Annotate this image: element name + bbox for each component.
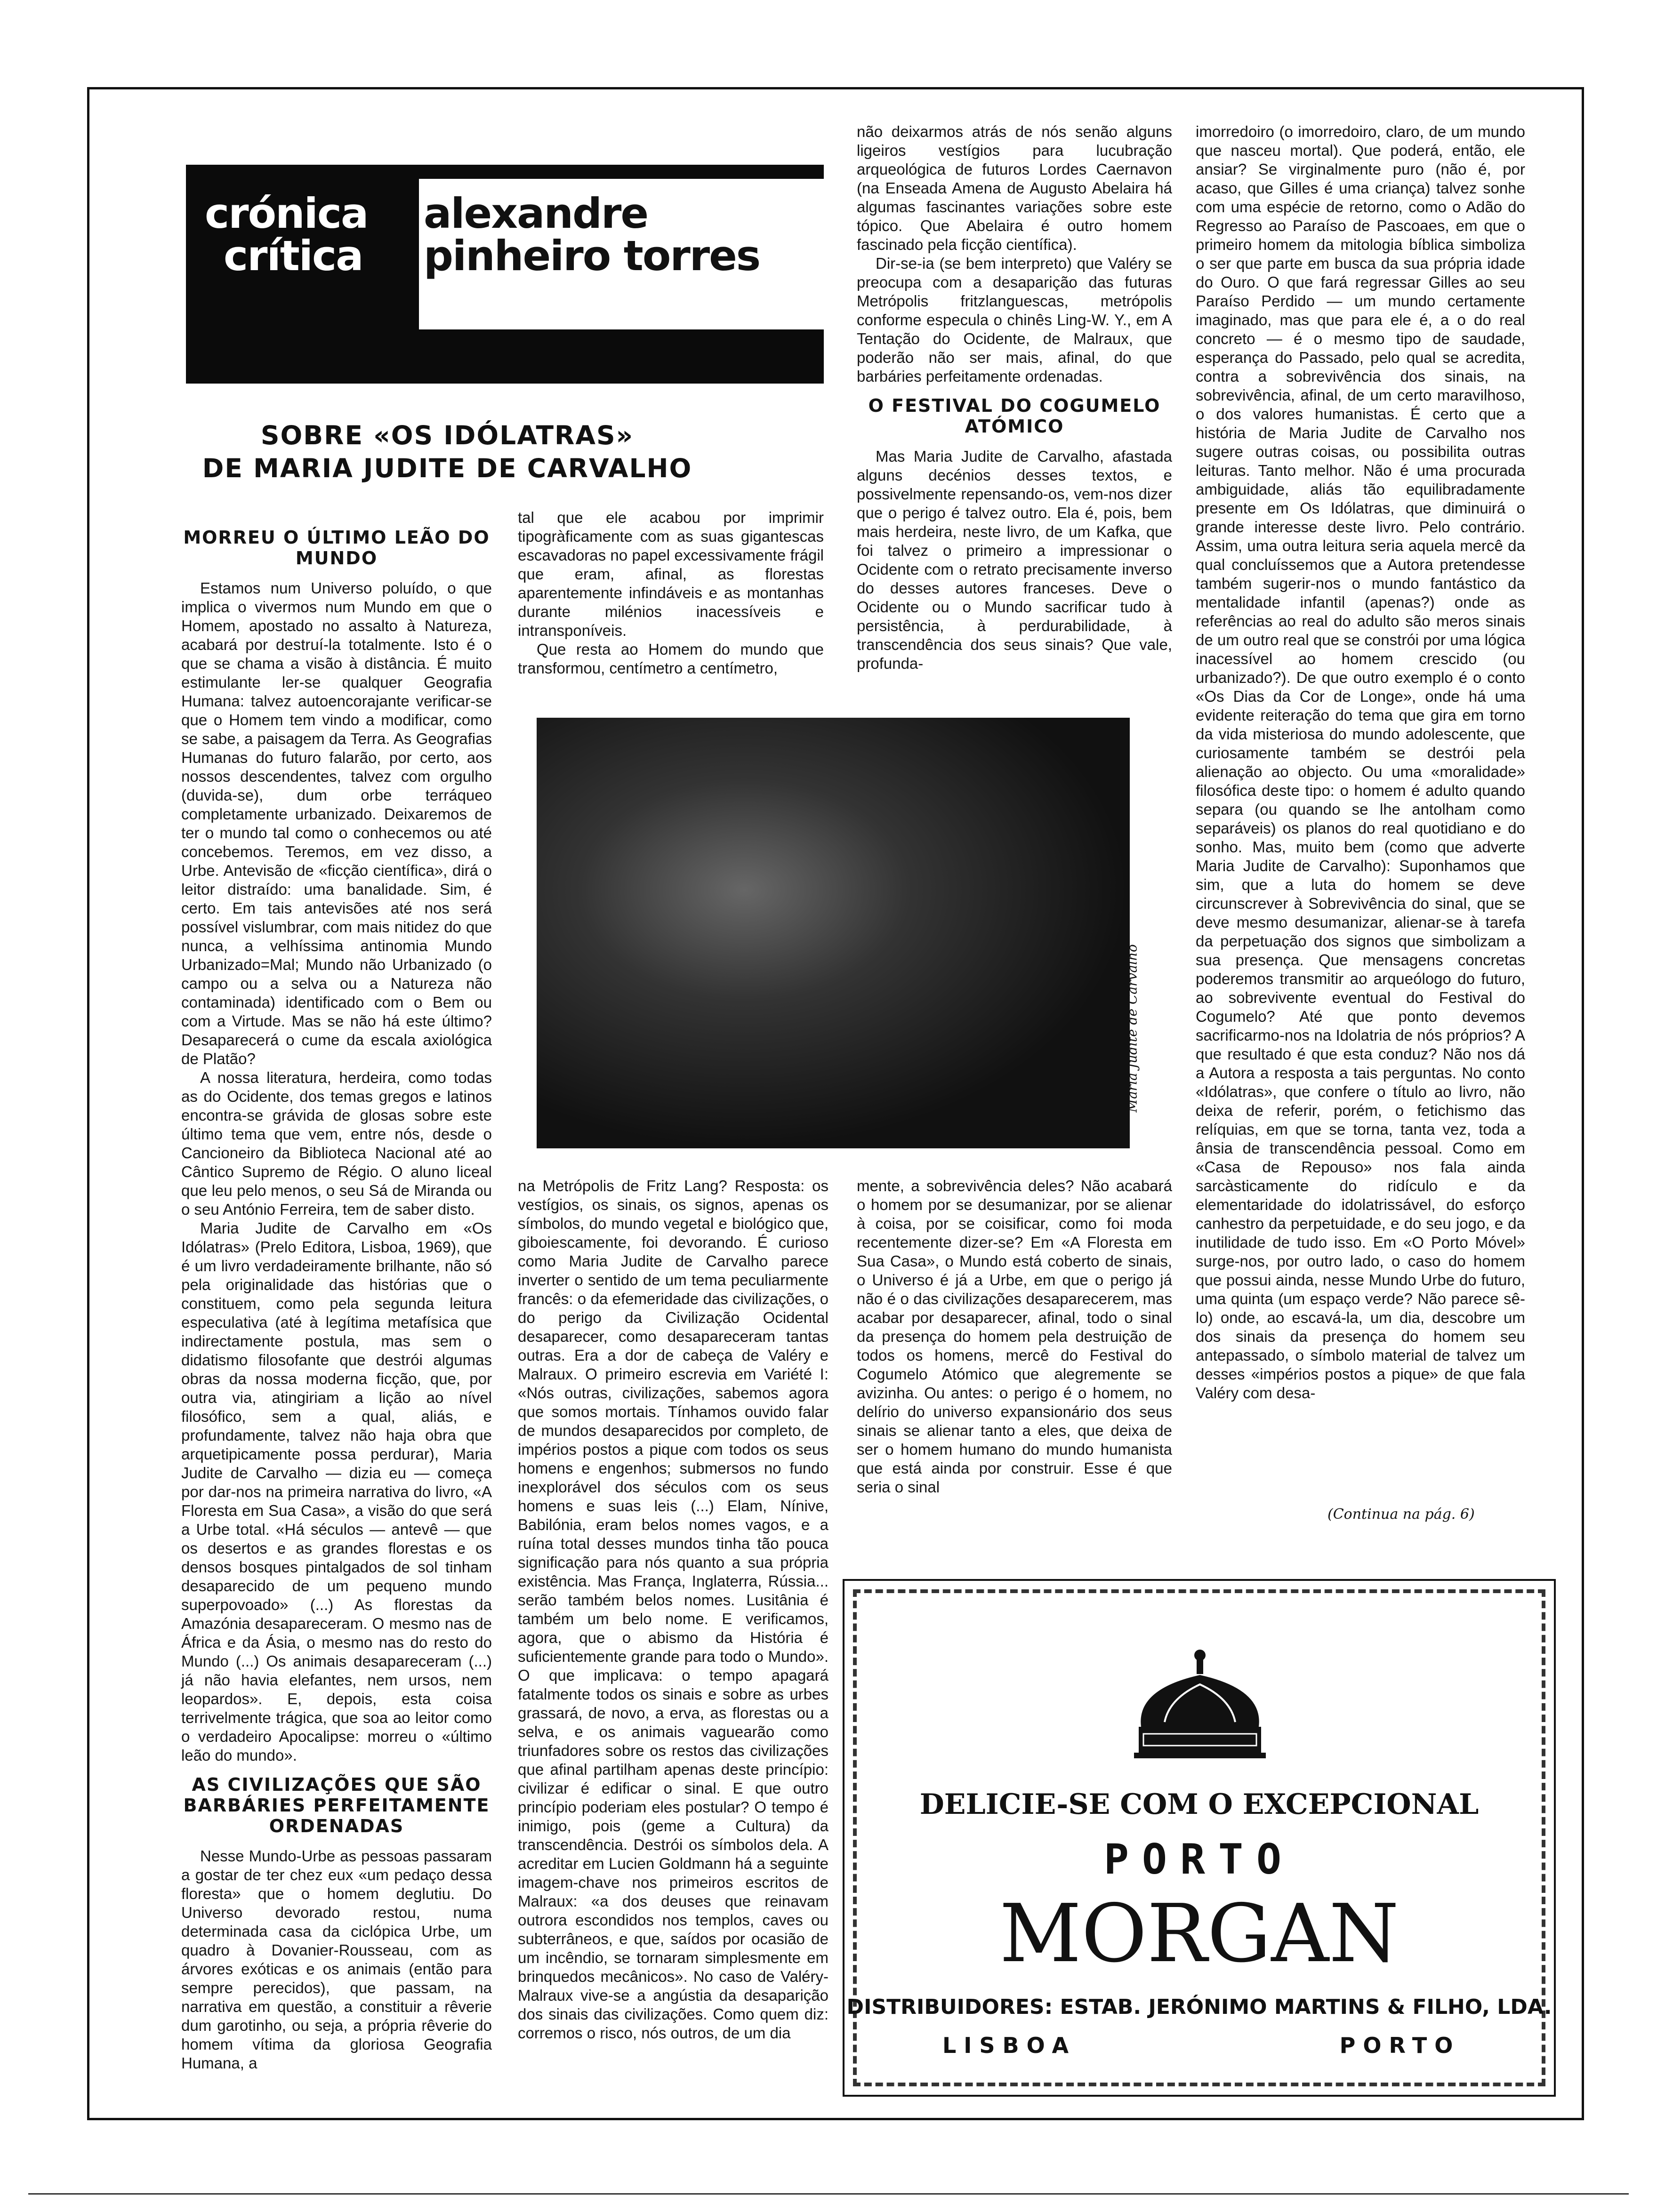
ad-porto: PORTO (1104, 1835, 1295, 1883)
article-title-line2: DE MARIA JUDITE DE CARVALHO (202, 453, 692, 483)
ad-city-lisboa: LISBOA (942, 2033, 1077, 2058)
column-4 (1196, 122, 1525, 1506)
paragraph: Que resta ao Homem do mundo que transformou, centímetro a centímetro, (518, 641, 824, 677)
ad-brand-morgan: MORGAN (999, 1887, 1399, 1980)
crown-icon (1127, 1647, 1273, 1769)
paragraph: Maria Judite de Carvalho em «Os Idólatras» (Prelo Editora, Lisboa, 1969), que é um livro verdadeiramente brilhante, não só pela originalidade das histórias que o constituem, como pela segunda leitura especulativa (até à legítima metafísica que indirectamente postula, mas sem o didatismo filosofante que destrói algumas obras da nossa moderna ficção, que, por outra via, atingiriam a lição ao nível filosófico, sem a qual, aliás, e profundamente, talvez não haja obra que arquetipicamente possa perdurar), Maria Judite de Carvalho — dizia eu — começa por dar-nos na primeira narrativa do livro, «A Floresta em Sua Casa», a visão do que será a Urbe total. «Há séculos — antevê — que os desertos e as grandes florestas e os densos bosques pintalgados de sol tinham desaparecido de um pequeno mundo superpovoado» (...) As florestas da Amazónia desapareceram. O mesmo nas de África e da Ásia, o mesmo nas do resto do Mundo (...) Os animais desapareceram (...) já não havia elefantes, nem ursos, nem leopardos». E, depois, esta coisa terrivelmente trágica, que soa ao leitor como o verdadeiro Apocalipse: morreu o «último leão do mundo». (181, 1219, 492, 1764)
article-title (155, 419, 739, 485)
section-word-cronica: crónica (205, 189, 368, 238)
column-header-block (186, 165, 824, 384)
paragraph: mente, a sobrevivência deles? Não acabará o homem por se desumanizar, por se alienar à coisa, por se coisificar, como foi moda recentemente dizer-se? Em «A Floresta em Sua Casa», o Mundo está coberto de sinais, o Universo é já a Urbe, em que o perigo já não é o das civilizações desaparecerem, mas acabar por desaparecer, afinal, todo o sinal da presença do homem pela destruição de todos os homens, mercê do Festival do Cogumelo Atómico que alegremente se avizinha. Ou antes: o perigo é o homem, no delírio do universo expansionário dos seus sinais se alienar tanto a eles, que deixa de ser o homem humano do mundo humanista que está ainda por construir. Esse é que seria o sinal (857, 1177, 1172, 1496)
column-3-top (857, 122, 1172, 687)
bottom-rule (28, 2193, 1629, 2195)
ad-city-porto: PORTO (1339, 2033, 1461, 2058)
ad-distributors: DISTRIBUIDORES: ESTAB. JERÓNIMO MARTINS & FILHO, LDA. (846, 1995, 1552, 2019)
section-word-critica: crítica (224, 232, 363, 280)
subheading-civilizacoes: AS CIVILIZAÇÕES QUE SÃO BARBÁRIES PERFEITAMENTE ORDENADAS (183, 1774, 490, 1836)
photo-caption: Maria Judite de Carvalho (1124, 944, 1140, 1113)
continued-note: (Continua na pág. 6) (1327, 1506, 1475, 1523)
paragraph: Dir-se-ia (se bem interpreto) que Valéry se preocupa com a desaparição das futuras Metrópolis fritzlanguescas, metrópolis conforme especula o chinês Ling-W. Y., em A Tentação do Ocidente, de Malraux, que poderão não ser mais, afinal, do que barbáries perfeitamente ordenadas. (857, 255, 1172, 385)
paragraph: imorredoiro (o imorredoiro, claro, de um mundo que nasceu mortal). Que poderá, então, ele ansiar? Se virginalmente puro (não é, por acaso, que Gilles é uma criança) talvez sonhe com uma espécie de retorno, como o Adão do Regresso ao Paraíso de Pascoaes, em que o primeiro homem da mitologia bíblica simboliza o ser que parte em busca da sua própria idade do Ouro. O que fará regressar Gilles ao seu Paraíso Perdido — um mundo certamente imaginado, mas que para ele é, a o do real concreto — é o mesmo tipo de saudade, esperança do Passado, pelo qual se acredita, contra a sobrevivência dos sinais, na sobrevivência, afinal, de um certo maravilhoso, o dos valores humanistas. É certo que a história de Maria Judite de Carvalho nos sugere outras coisas, ou possibilita outras leituras. Tanto melhor. Não é uma procurada ambiguidade, aliás tão equilibradamente presente em Os Idólatras, que diminuirá o grande interesse deste livro. Pelo contrário. Assim, uma outra leitura seria aquela mercê da qual concluíssemos que a Autora pretendesse também sugerir-nos o mundo fantástico da mentalidade infantil (apenas?) onde as referências ao real do adulto são meros sinais de um outro real que se constrói por uma lógica inacessível ao homem crescido (ou urbanizado?). De que outro exemplo é o conto «Os Dias da Cor de Longe», onde há uma evidente reiteração do tema que gira em torno da vida misteriosa do mundo adolescente, que curiosamente também se destrói pela alienação ao objecto. Ou uma «moralidade» filosófica deste tipo: o homem é adulto quando separa (ou quando se lhe antolham como separáveis) os planos do real quotidiano e do sonho. Mas, muito bem (como que adverte Maria Judite de Carvalho): Suponhamos que sim, que a luta do homem se deve circunscrever à Sobrevivência do sinal, que se deve mesmo desumanizar, alienar-se à tarefa da perpetuação dos signos que simbolizam a sua presença. Que mensagens concretas poderemos transmitir ao arqueólogo do futuro, ao sobrevivente eventual do Festival do Cogumelo? Até que ponto devemos sacrificarmo-nos na Idolatria de nós próprios? A que resultado é que esta conduz? Não nos dá a Autora a resposta a tais perguntas. No conto «Idólatras», que confere o título ao livro, não deixa de referir, porém, o fetichismo das relíquias, em que se torna, tanta vez, toda a ânsia de transcendência pessoal. Como em «Casa de Repouso» nos fala ainda sarcàsticamente do ridículo e da elementaridade do idolatrissável, do esforço canhestro da perpetuidade, e do seu jogo, e da inutilidade de tudo isso. Em «O Porto Móvel» surge-nos, por outro lado, o caso do homem que possui ainda, nesse Mundo Urbe do futuro, uma quinta (um espaço verde? Não parece sê-lo) onde, ao escavá-la, um dia, descobre um dos sinais da presença do homem seu antepassado, o símbolo material de talvez um desses «impérios postos a pique» de que fala Valéry com desa- (1196, 123, 1525, 1402)
paragraph: Nesse Mundo-Urbe as pessoas passaram a gostar de ter chez eux «um pedaço dessa floresta» que o homem deglutiu. Do Universo devorado restou, numa determinada casa da ciclópica Urbe, um quadro à Dovanier-Rousseau, com as árvores exóticas e os animais (então para sempre perecidos), que passam, na narrativa em questão, a constituir a rêverie dum garotinho, ou seja, a própria rêverie do homem vítima da gloriosa Geografia Humana, a (181, 1847, 492, 2072)
porto-morgan-ad (843, 1579, 1556, 2097)
column-2-top (518, 508, 824, 687)
paragraph: não deixarmos atrás de nós senão alguns ligeiros vestígios para lucubração arqueológica de futuros Lordes Caernavon (na Enseada Amena de Augusto Abelaira há algumas fascinantes variações sobre este tópico. Que Abelaira é outro homem fascinado pela ficção científica). (857, 123, 1172, 253)
paragraph: A nossa literatura, herdeira, como todas as do Ocidente, dos temas gregos e latinos encontra-se grávida de glosas sobre este último tema que vem, entre nós, desde o Cancioneiro da Biblioteca Nacional até ao Cântico Supremo de Régio. O aluno liceal que leu pelo menos, o seu Sá de Miranda ou o seu António Ferreira, tem de saber disto. (181, 1069, 492, 1218)
ad-tagline: DELICIE-SE COM O EXCEPCIONAL (919, 1788, 1479, 1821)
column-2-bottom (518, 1177, 828, 2094)
paragraph: Mas Maria Judite de Carvalho, afastada alguns decénios desses textos, e possivelmente repensando-os, vem-nos dizer que o perigo é talvez outro. Ela é, pois, bem mais herdeira, neste livro, de um Kafka, que foi talvez o primeiro a impressionar o Ocidente com o retrato precisamente inverso do desses autores franceses. Deve o Ocidente ou o Mundo sacrificar tudo à persistência, à perdurabilidade, à transcendência dos seus sinais? Que vale, profunda- (857, 448, 1172, 672)
paragraph: na Metrópolis de Fritz Lang? Resposta: os vestígios, os sinais, os signos, apenas os símbolos, do mundo vegetal e biológico que, giboiescamente, foi devorando. É curioso como Maria Judite de Carvalho parece inverter o sentido de um tema peculiarmente francês: o da efemeridade das civilizações, o do perigo da Civilização Ocidental desaparecer, como desapareceram tantas outras. Era a dor de cabeça de Valéry e Malraux. O primeiro escrevia em Variété I: «Nós outras, civilizações, sabemos agora que somos mortais. Tínhamos ouvido falar de mundos desaparecidos por completo, de impérios postos a pique com todos os seus homens e engenhos; submersos no fundo inexplorável dos séculos com os seus homens e suas leis (...) Elam, Nínive, Babilónia, eram belos nomes vagos, e a ruína total desses mundos tinha tão pouca significação para nós quanto a sua própria existência. Mas França, Inglaterra, Rússia... serão também belos nomes. Lusitânia é também um belo nome. E verificamos, agora, que o abismo da História é suficientemente grande para todo o Mundo». O que implicava: o tempo apagará fatalmente todos os sinais e sobre as urbes grassará, de novo, a erva, as florestas ou a selva, e os animais vaguearão como triunfadores sobre os restos das civilizações que afinal partilham apenas deste princípio: civilizar é edificar o sinal. E que outro princípio poderiam eles postular? O tempo é inimigo, pois (geme a Cultura) da transcendência. Destrói os símbolos dela. A acreditar em Lucien Goldmann há a seguinte imagem-chave nos primeiros escritos de Malraux: «a dos deuses que reinavam outrora escondidos nos templos, caves ou subterrâneos, e que, saídos por ocasião de um incêndio, se tornaram simplesmente em brinquedos mecânicos». No caso de Valéry-Malraux vive-se a angústia da desaparição dos sinais das civilizações. Como quem diz: corremos o risco, nós outros, de um dia (518, 1177, 828, 2042)
subheading-festival: O FESTIVAL DO COGUMELO ATÓMICO (868, 395, 1161, 437)
article-title-line1: SOBRE «OS IDÓLATRAS» (260, 420, 634, 450)
paragraph: tal que ele acabou por imprimir tipogràficamente com as suas gigantescas escavadoras no papel excessivamente frágil que eram, afinal, as florestas aparentemente infindáveis e as montanhas durante milénios inacessíveis e intransponíveis. (518, 509, 824, 639)
author-first-name: alexandre (424, 189, 648, 238)
paragraph: Estamos num Universo poluído, o que implica o vivermos num Mundo em que o Homem, apostado no assalto à Natureza, acabará por destruí-la totalmente. Isto é o que se chama a visão à distância. É muito estimulante ler-se qualquer Geografia Humana: talvez autoencorajante verificar-se que o Homem tem vindo a modificar, como se sabe, a paisagem da Terra. As Geografias Humanas do futuro falarão, por certo, aos nossos descendentes, talvez com orgulho (duvida-se), dum orbe terráqueo completamente urbanizado. Deixaremos de ter o mundo tal como o conhecemos ou até concebemos. Teremos, em vez disso, a Urbe. Antevisão de «ficção científica», dirá o leitor distraído: uma banalidade. Sim, é certo. Em tais antevisões até nos será possível vislumbrar, com mais nitidez do que nunca, a velhíssima antinomia Mundo Urbanizado=Mal; Mundo não Urbanizado (o campo ou a selva ou a Natureza não contaminada) identificado com o Bem ou com a Virtude. Mas se não há este último? Desaparecerá o cume da escala axiológica de Platão? (181, 579, 492, 1067)
author-last-name: pinheiro torres (424, 232, 760, 280)
author-portrait-photo (537, 718, 1130, 1148)
column-3-bottom (857, 1177, 1172, 1534)
subheading-ultimo-leao: MORREU O ÚLTIMO LEÃO DO MUNDO (183, 527, 490, 569)
author-name-box (419, 179, 824, 329)
column-1 (181, 518, 492, 2072)
